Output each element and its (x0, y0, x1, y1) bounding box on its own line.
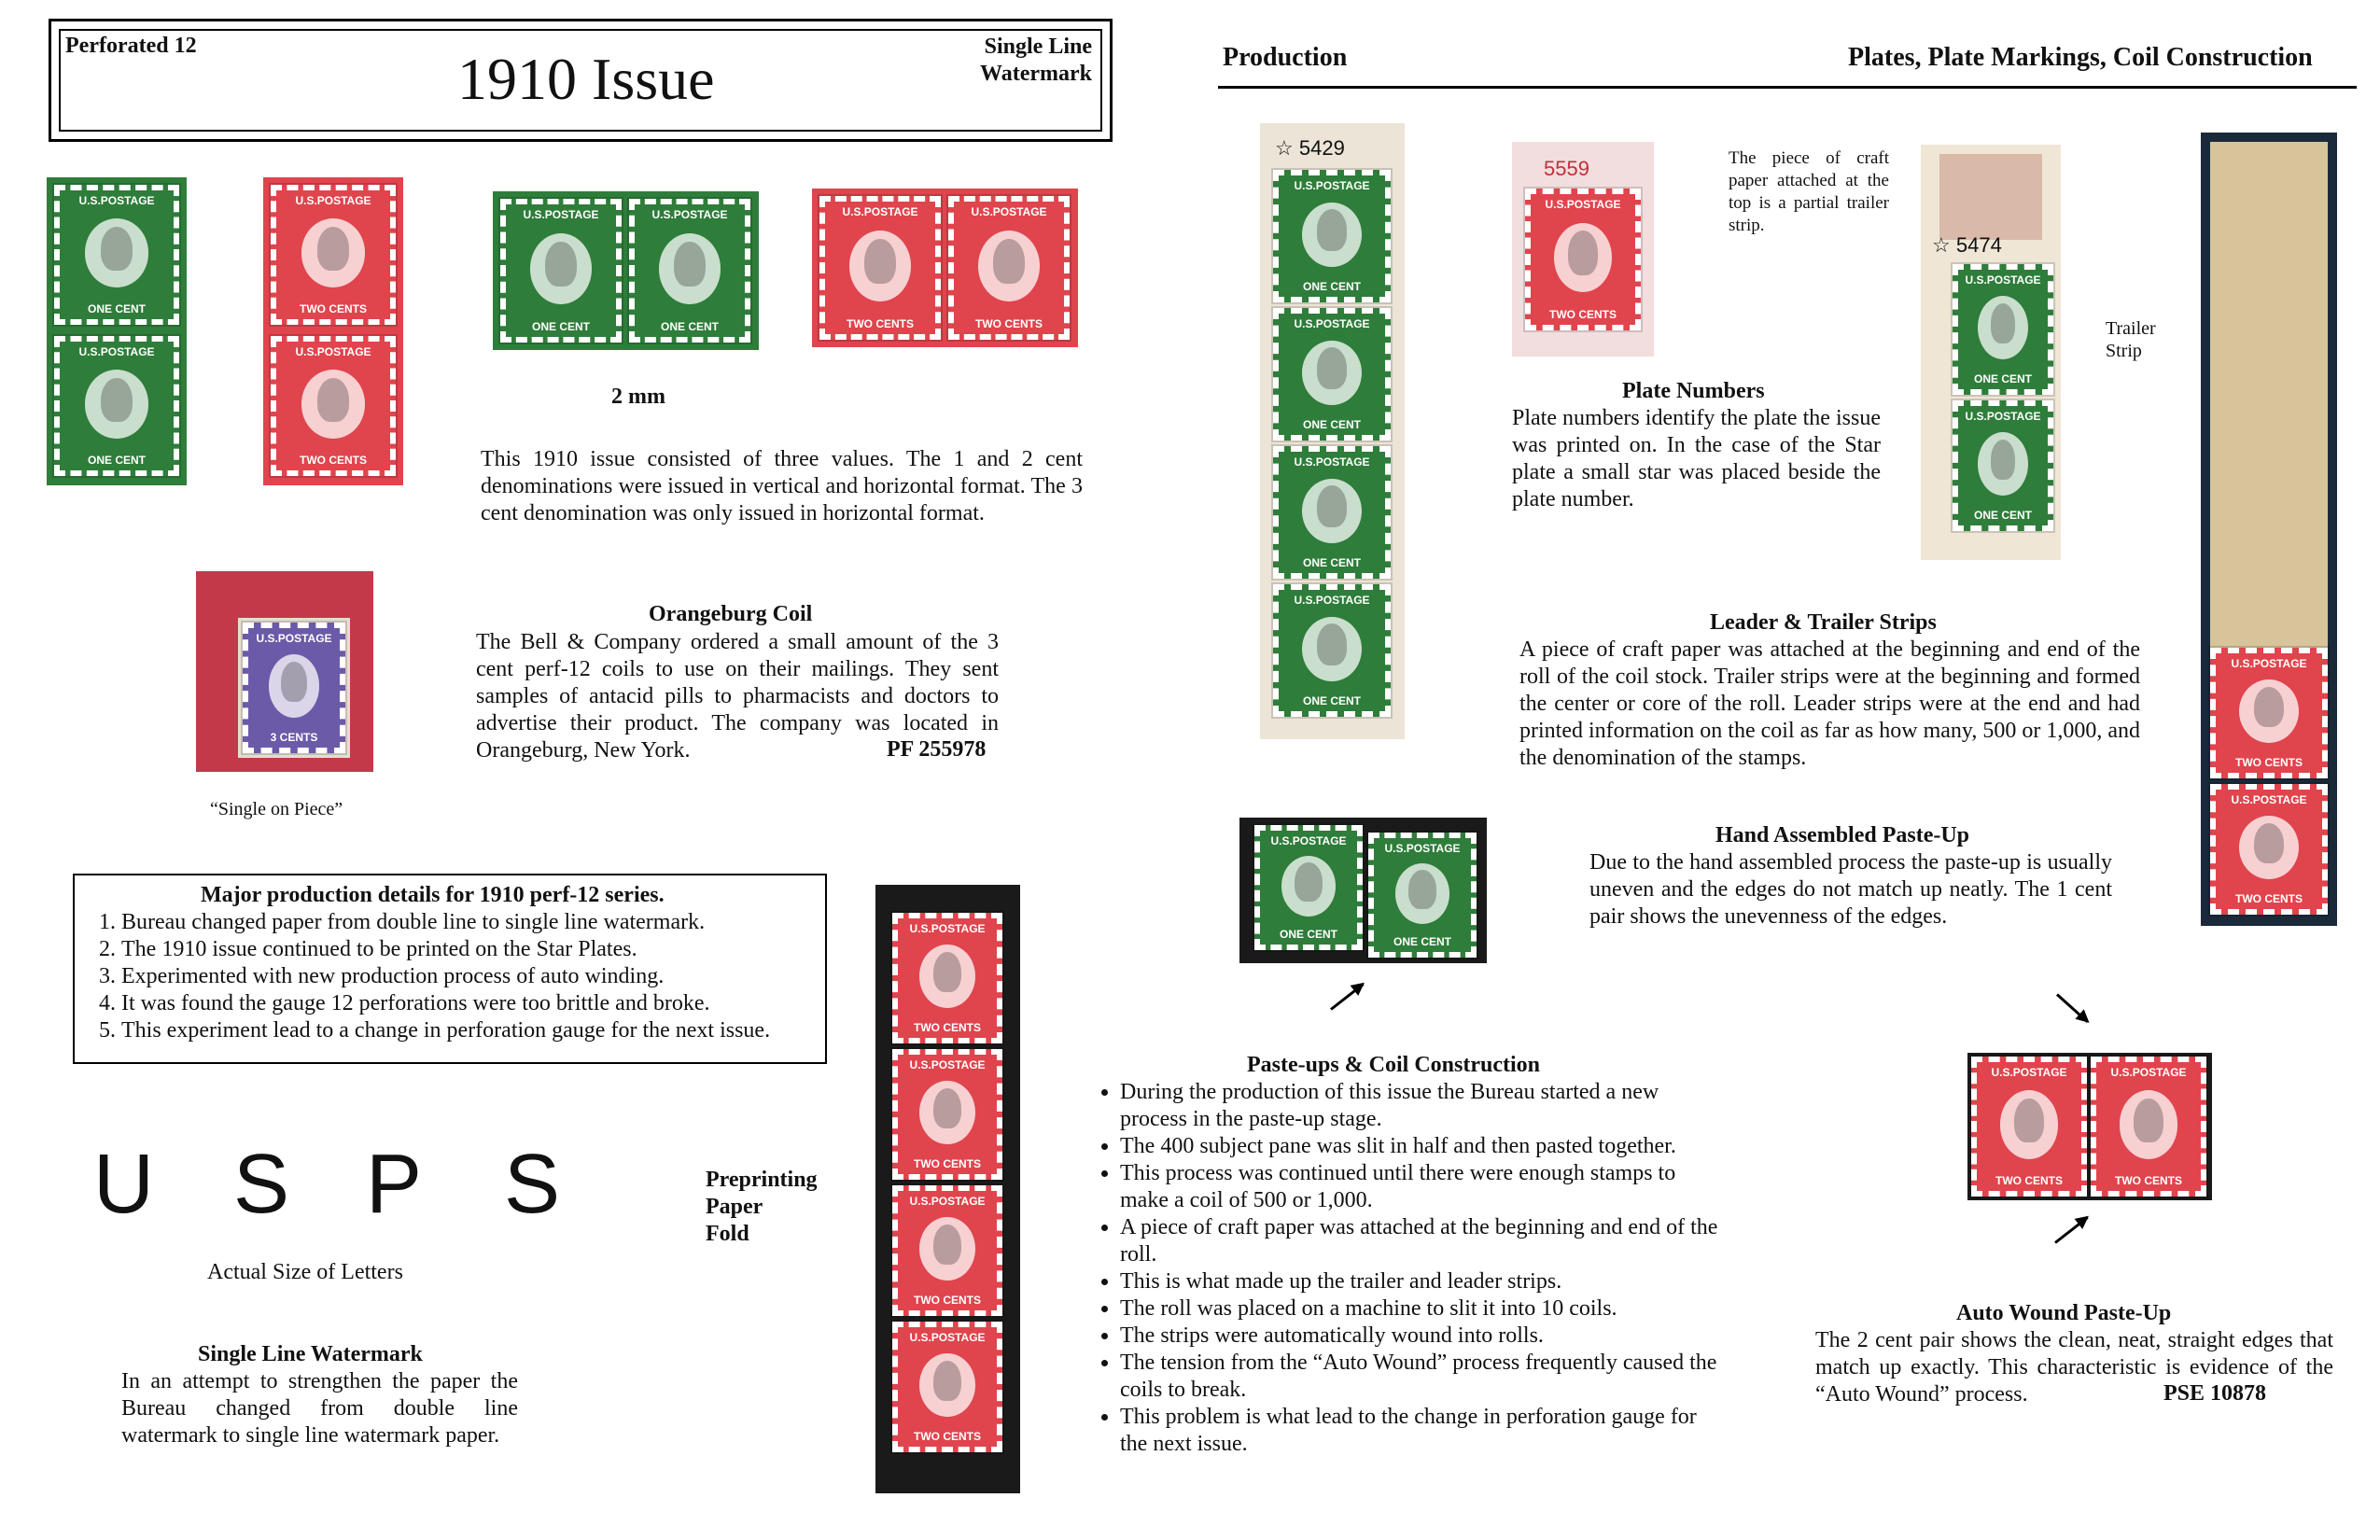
horizontal-pair-one-cent (493, 191, 759, 350)
stamp-image: U.S.POSTAGE ONE CENT (54, 336, 179, 476)
horizontal-pair-two-cents (812, 189, 1078, 347)
gauge-label: 2 mm (611, 385, 665, 409)
letters-caption: Actual Size of Letters (207, 1260, 403, 1284)
stamp-image: U.S.POSTAGE ONE CENT (1273, 584, 1391, 717)
trailer-label-line2: Strip (2106, 341, 2142, 361)
green-trailer-strip (1921, 145, 2061, 560)
production-details-list (80, 909, 827, 1044)
stamp-image: U.S.POSTAGE TWO CENTS (892, 1185, 1002, 1316)
trailer-strip-label (2106, 317, 2156, 362)
vertical-pair-two-cents (263, 177, 403, 485)
stamp-image: U.S.POSTAGE TWO CENTS (892, 913, 1002, 1043)
stamp-image: U.S.POSTAGE ONE CENT (500, 199, 622, 343)
auto-wound-pair (1967, 1053, 2212, 1200)
stamp-image: U.S.POSTAGE TWO CENTS (2091, 1057, 2206, 1197)
watermark-heading: Single Line Watermark (198, 1342, 423, 1366)
red-plate-single (1512, 142, 1654, 357)
stamp-image: U.S.POSTAGE TWO CENTS (1525, 189, 1641, 330)
pasteup-bullet: • During the production of this issue the Bureau started a new process in the paste-up stage. (1120, 1079, 1719, 1133)
hand-assembled-heading: Hand Assembled Paste-Up (1715, 823, 1970, 847)
stamp-image: U.S.POSTAGE TWO CENTS (892, 1049, 1002, 1180)
plate-number-5474: 5474 (1955, 233, 2002, 257)
arrow-icon (1330, 983, 1365, 1010)
pasteup-bullet: • A piece of craft paper was attached at the beginning and end of the roll. (1120, 1214, 1719, 1268)
stamp-image: U.S.POSTAGE TWO CENTS (2210, 784, 2328, 915)
orangeburg-heading: Orangeburg Coil (649, 602, 813, 626)
watermark-letter-s: S (233, 1138, 290, 1231)
stamp-image: U.S.POSTAGE ONE CENT (1953, 264, 2053, 395)
production-detail-item: 1. Bureau changed paper from double line to single line watermark. (121, 909, 827, 936)
watermark-letter-p: P (366, 1138, 423, 1231)
section-title-plates: Plates, Plate Markings, Coil Construction (1848, 43, 2313, 72)
auto-wound-body: The 2 cent pair shows the clean, neat, straight edges that match up exactly. This characteristic is evidence of the “Auto Wound” process. (1815, 1328, 2333, 1407)
stamp-image: U.S.POSTAGE ONE CENT (1273, 308, 1391, 441)
pasteup-bullet: • This process was continued until there were enough stamps to make a coil of 500 or 1,000. (1120, 1160, 1719, 1214)
pasteups-list (1085, 1079, 1719, 1458)
stamp-image: U.S.POSTAGE TWO CENTS (271, 185, 396, 325)
pasteup-bullet: • The strips were automatically wound into rolls. (1120, 1323, 1719, 1350)
stamp-image: U.S.POSTAGE ONE CENT (1368, 833, 1477, 958)
stamp-image: U.S.POSTAGE ONE CENT (1273, 446, 1391, 579)
tall-trailer-strip (2201, 133, 2337, 926)
leader-trailer-heading: Leader & Trailer Strips (1710, 610, 1937, 635)
orangeburg-cert: PF 255978 (887, 737, 987, 762)
watermark-label (961, 34, 1092, 88)
perforation-label: Perforated 12 (65, 34, 197, 58)
preprinting-line1: Preprinting (706, 1168, 818, 1192)
plate-numbers-body: Plate numbers identify the plate the issue was printed on. In the case of the Star plate a small star was placed beside the plate number. (1512, 406, 1881, 511)
pasteups-heading: Paste-ups & Coil Construction (1247, 1053, 1541, 1077)
hand-assembled-pair (1239, 818, 1487, 963)
arrow-icon (2054, 1216, 2089, 1243)
arrow-icon (2056, 993, 2089, 1023)
stamp-image: U.S.POSTAGE TWO CENTS (892, 1322, 1002, 1452)
vertical-strip-two-cents (875, 885, 1020, 1493)
star-icon: ☆ (1932, 233, 1951, 257)
green-plate-strip (1260, 123, 1405, 739)
partial-trailer-paper (1939, 154, 2042, 240)
stamp-image: U.S.POSTAGE TWO CENTS (271, 336, 396, 476)
stamp-image: U.S.POSTAGE ONE CENT (629, 199, 750, 343)
stamp-image: U.S.POSTAGE ONE CENT (54, 185, 179, 325)
pasteup-bullet: • The roll was placed on a machine to slit it into 10 coils. (1120, 1295, 1719, 1323)
stamp-image: U.S.POSTAGE ONE CENT (1273, 170, 1391, 302)
plate-numbers-heading: Plate Numbers (1622, 379, 1765, 403)
leader-trailer-body: A piece of craft paper was attached at the beginning and end of the roll of the coil stock. Trailer strips were at the beginning and formed the center or core of the roll. Leader strips were at the end and had printed information on the coil as far as how many, 500 or 1,000, and the denomination of the stamps. (1519, 637, 2140, 770)
pasteup-bullet: • This problem is what lead to the change in perforation gauge for the next issue. (1120, 1404, 1719, 1458)
stamp-image: U.S.POSTAGE ONE CENT (1254, 825, 1363, 950)
watermark-label-line1: Single Line (984, 35, 1092, 59)
pasteup-bullet: • The 400 subject pane was slit in half and then pasted together. (1120, 1133, 1719, 1160)
production-detail-item: 5. This experiment lead to a change in perforation gauge for the next issue. (121, 1017, 827, 1044)
watermark-letter-u: U (93, 1138, 154, 1231)
section-title-production: Production (1223, 43, 1348, 72)
watermark-letter-s2: S (504, 1138, 561, 1231)
single-on-piece (196, 571, 373, 772)
vertical-pair-one-cent (47, 177, 187, 485)
production-detail-item: 2. The 1910 issue continued to be printed on the Star Plates. (121, 936, 827, 963)
plate-number-5559: 5559 (1544, 157, 1589, 180)
preprinting-line3: Fold (706, 1222, 749, 1246)
orangeburg-body: The Bell & Company ordered a small amount of the 3 cent perf-12 coils to use on their mailings. They sent samples of antacid pills to pharmacists and doctors to advertise their product. The company was located in Orangeburg, New York. (476, 630, 999, 763)
stamp-image: U.S.POSTAGE TWO CENTS (2210, 648, 2328, 778)
preprinting-label (706, 1167, 818, 1248)
watermark-body: In an attempt to strengthen the paper the Bureau changed from double line watermark to single line watermark paper. (121, 1369, 518, 1448)
craft-paper-note: The piece of craft paper attached at the top is a partial trailer strip. (1729, 148, 1889, 235)
star-icon: ☆ (1275, 136, 1294, 160)
stamp-image: U.S.POSTAGE ONE CENT (1953, 400, 2053, 531)
production-detail-item: 4. It was found the gauge 12 perforations were too brittle and broke. (121, 990, 827, 1017)
page-title: 1910 Issue (457, 46, 715, 112)
header-rule (1218, 86, 2357, 89)
production-details-heading: Major production details for 1910 perf-12 series. (201, 883, 665, 907)
plate-number-5429: 5429 (1298, 136, 1345, 160)
intro-paragraph: This 1910 issue consisted of three values. The 1 and 2 cent denominations were issued in vertical and horizontal format. The 3 cent denomination was only issued in horizontal format. (481, 447, 1083, 525)
pasteup-bullet: • The tension from the “Auto Wound” process frequently caused the coils to break. (1120, 1350, 1719, 1404)
watermark-label-line2: Watermark (980, 62, 1092, 86)
hand-assembled-body: Due to the hand assembled process the paste-up is usually uneven and the edges do not match up neatly. The 1 cent pair shows the unevenness of the edges. (1589, 850, 2112, 929)
auto-wound-cert: PSE 10878 (2163, 1381, 2267, 1406)
auto-wound-heading: Auto Wound Paste-Up (1956, 1301, 2172, 1325)
pasteup-bullet: • This is what made up the trailer and leader strips. (1120, 1268, 1719, 1295)
preprinting-line2: Paper (706, 1195, 763, 1219)
stamp-image: U.S.POSTAGE TWO CENTS (819, 196, 941, 340)
single-on-piece-caption: “Single on Piece” (210, 799, 343, 819)
stamp-image: U.S.POSTAGE 3 CENTS (243, 623, 345, 753)
trailer-label-line1: Trailer (2106, 318, 2156, 339)
stamp-image: U.S.POSTAGE TWO CENTS (948, 196, 1070, 340)
stamp-image: U.S.POSTAGE TWO CENTS (1971, 1057, 2087, 1197)
production-detail-item: 3. Experimented with new production process of auto winding. (121, 963, 827, 990)
